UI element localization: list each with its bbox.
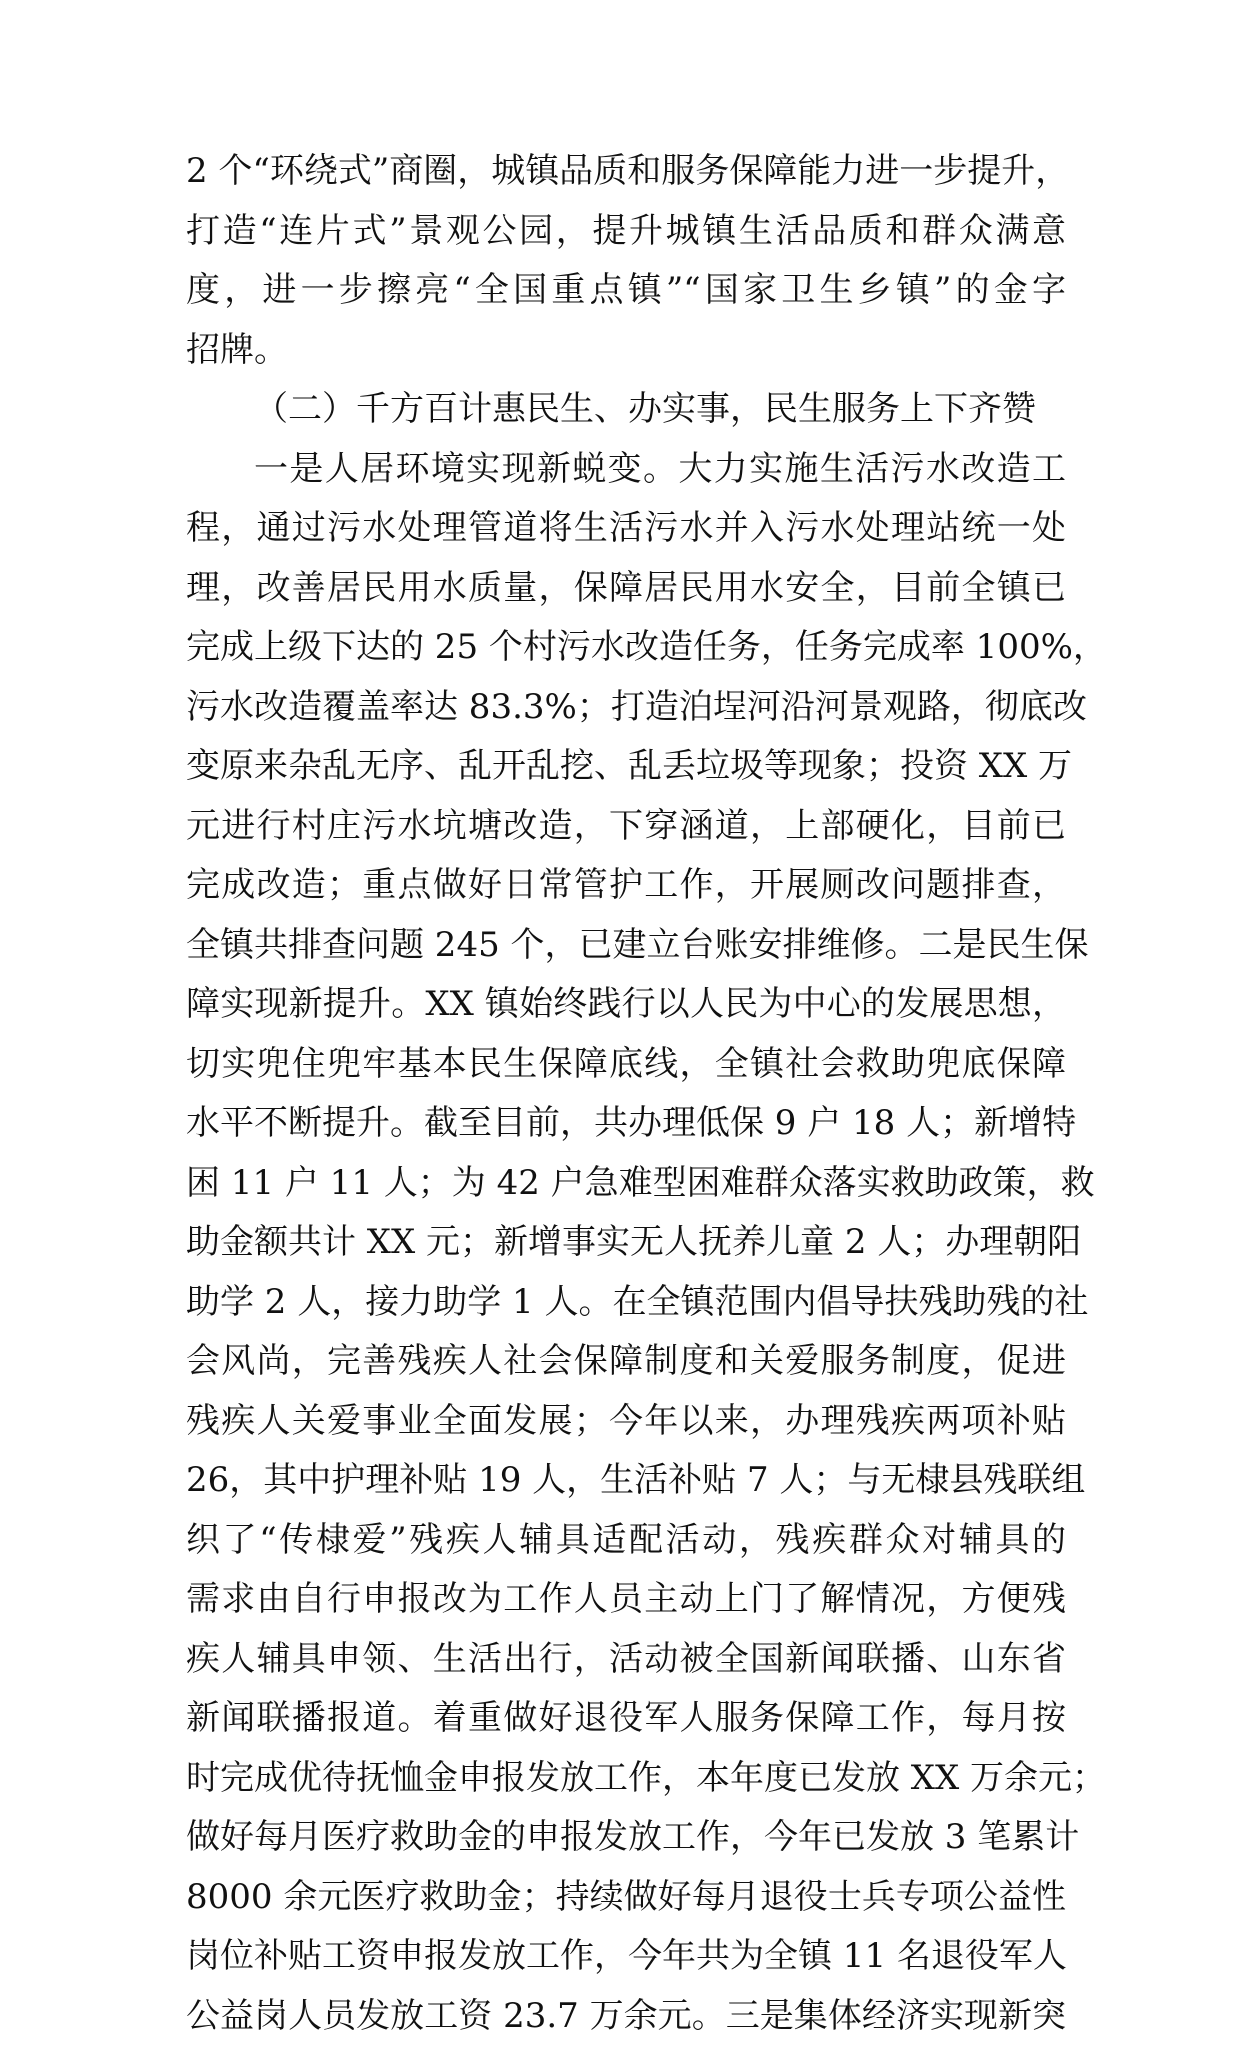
text-line: 8000 余元医疗救助金；持续做好每月退役士兵专项公益性 [186, 1868, 1066, 1928]
text-line: 障实现新提升。XX 镇始终践行以人民为中心的发展思想， [186, 975, 1066, 1035]
text-line: 切实兜住兜牢基本民生保障底线，全镇社会救助兜底保障 [186, 1035, 1066, 1095]
text-line: 变原来杂乱无序、乱开乱挖、乱丢垃圾等现象；投资 XX 万 [186, 737, 1066, 797]
text-line: 招牌。 [186, 321, 1066, 381]
text-line: 完成改造；重点做好日常管护工作，开展厕改问题排查， [186, 856, 1066, 916]
text-line: 完成上级下达的 25 个村污水改造任务，任务完成率 100%， [186, 618, 1066, 678]
text-line: 全镇共排查问题 245 个，已建立台账安排维修。二是民生保 [186, 916, 1066, 976]
text-line: 打造“连片式”景观公园，提升城镇生活品质和群众满意 [186, 202, 1066, 262]
text-line: 污水改造覆盖率达 83.3%；打造泊埕河沿河景观路，彻底改 [186, 678, 1066, 738]
section-heading: （二）千方百计惠民生、办实事，民生服务上下齐赞 [186, 380, 1066, 440]
text-line: 理，改善居民用水质量，保障居民用水安全，目前全镇已 [186, 559, 1066, 619]
text-line: 会风尚，完善残疾人社会保障制度和关爱服务制度，促进 [186, 1332, 1066, 1392]
text-line: 新闻联播报道。着重做好退役军人服务保障工作，每月按 [186, 1689, 1066, 1749]
text-line: 需求由自行申报改为工作人员主动上门了解情况，方便残 [186, 1570, 1066, 1630]
text-line: 困 11 户 11 人；为 42 户急难型困难群众落实救助政策，救 [186, 1154, 1066, 1214]
text-line: 元进行村庄污水坑塘改造，下穿涵道，上部硬化，目前已 [186, 797, 1066, 857]
text-line: 公益岗人员发放工资 23.7 万余元。三是集体经济实现新突 [186, 1987, 1066, 2046]
text-line: 助学 2 人，接力助学 1 人。在全镇范围内倡导扶残助残的社 [186, 1273, 1066, 1333]
text-line: 程，通过污水处理管道将生活污水并入污水处理站统一处 [186, 499, 1066, 559]
text-line: 疾人辅具申领、生活出行，活动被全国新闻联播、山东省 [186, 1630, 1066, 1690]
text-line: 一是人居环境实现新蜕变。大力实施生活污水改造工 [186, 440, 1066, 500]
text-line: 2 个“环绕式”商圈，城镇品质和服务保障能力进一步提升， [186, 142, 1066, 202]
text-line: 时完成优待抚恤金申报发放工作，本年度已发放 XX 万余元； [186, 1749, 1066, 1809]
text-line: 岗位补贴工资申报发放工作，今年共为全镇 11 名退役军人 [186, 1927, 1066, 1987]
text-line: 织了“传棣爱”残疾人辅具适配活动，残疾群众对辅具的 [186, 1511, 1066, 1571]
document-body [186, 142, 1066, 2046]
text-line: 度，进一步擦亮“全国重点镇”“国家卫生乡镇”的金字 [186, 261, 1066, 321]
text-line: 26，其中护理补贴 19 人，生活补贴 7 人；与无棣县残联组 [186, 1451, 1066, 1511]
text-line: 水平不断提升。截至目前，共办理低保 9 户 18 人；新增特 [186, 1094, 1066, 1154]
text-line: 做好每月医疗救助金的申报发放工作，今年已发放 3 笔累计 [186, 1808, 1066, 1868]
text-line: 残疾人关爱事业全面发展；今年以来，办理残疾两项补贴 [186, 1392, 1066, 1452]
text-line: 助金额共计 XX 元；新增事实无人抚养儿童 2 人；办理朝阳 [186, 1213, 1066, 1273]
